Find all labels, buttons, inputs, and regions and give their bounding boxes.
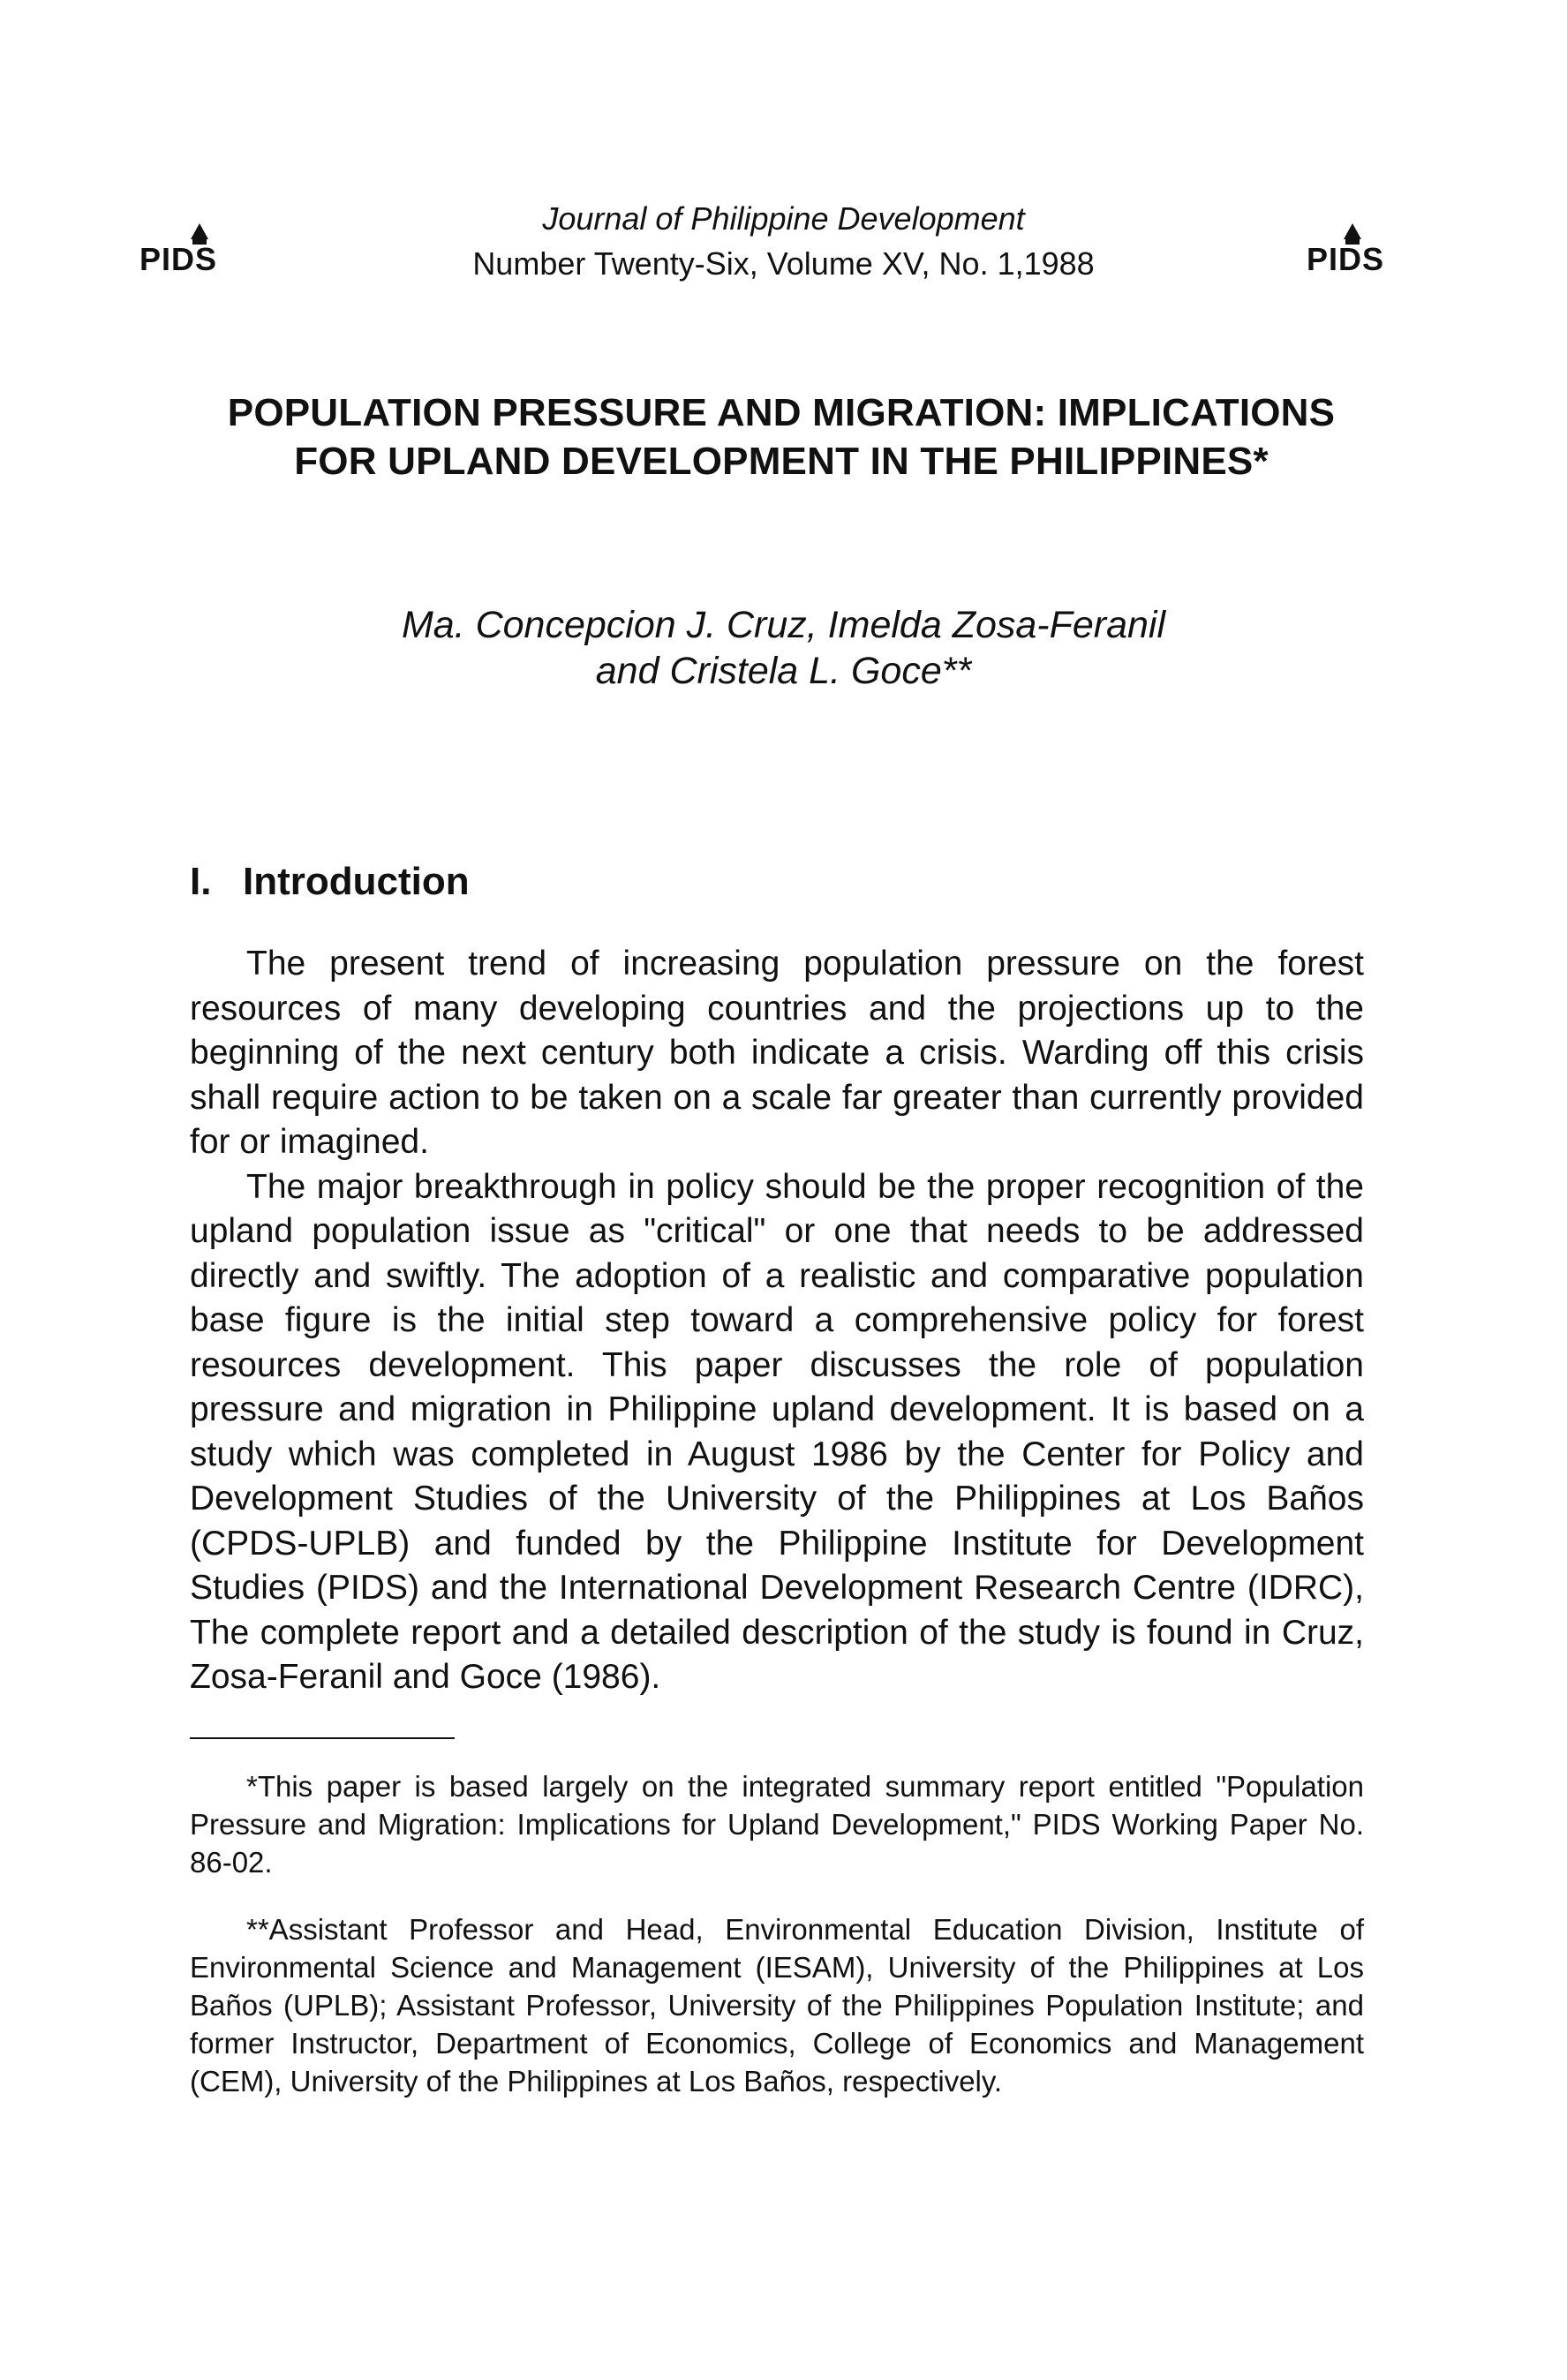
- author-block: [0, 602, 1567, 694]
- article-title: [150, 388, 1413, 486]
- logo-right-text: PIDS: [1307, 241, 1385, 277]
- footnote: **Assistant Professor and Head, Environmental Education Division, Institute of Environmental Science and Management (IESAM), University of the Philippines at Los Baños (UPLB); Assistant Professor, University of the Philippines Population Institute; and former Instructor, Department of Economics, College of Economics and Management (CEM), University of the Philippines at Los Baños, respectively.: [190, 1913, 1364, 2098]
- footnote-divider: [190, 1737, 455, 1739]
- authors-line-2: and Cristela L. Goce**: [595, 650, 972, 692]
- journal-name: Journal of Philippine Development: [542, 200, 1025, 237]
- paragraph: The present trend of increasing population pressure on the forest resources of many developing countries and the projections up to the beginning of the next century both indicate a crisis. Warding off this crisis shall require action to be taken on a scale far greater than currently provided for or imagined.: [190, 945, 1364, 1161]
- section-heading: [190, 858, 470, 906]
- title-line-1: POPULATION PRESSURE AND MIGRATION: IMPLICATIONS: [227, 391, 1336, 434]
- issue-info: Number Twenty-Six, Volume XV, No. 1,1988: [472, 245, 1095, 282]
- section-number: I.: [190, 860, 212, 903]
- body-text: [190, 942, 1364, 1700]
- logo-left-text: PIDS: [139, 241, 218, 277]
- authors-line-1: Ma. Concepcion J. Cruz, Imelda Zosa-Feranil: [401, 604, 1166, 646]
- title-line-2: FOR UPLAND DEVELOPMENT IN THE PHILIPPINES*: [294, 440, 1269, 483]
- paragraph: The major breakthrough in policy should be the proper recognition of the upland population issue as "critical" or one that needs to be addressed directly and swiftly. The adoption of a realistic and comparative population base figure is the initial step toward a comprehensive policy for forest resources development. This paper discusses the role of population pressure and migration in Philippine upland development. It is based on a study which was completed in August 1986 by the Center for Policy and Development Studies of the University of the Philippines at Los Baños (CPDS-UPLB) and funded by the Philippine Institute for Development Studies (PIDS) and the International Development Research Centre (IDRC), The complete report and a detailed description of the study is found in Cruz, Zosa-Feranil and Goce (1986).: [190, 1167, 1364, 1696]
- section-title: Introduction: [243, 860, 470, 903]
- footnotes: [190, 1767, 1364, 2100]
- footnote: *This paper is based largely on the integrated summary report entitled "Population Pressure and Migration: Implications for Upland Development," PIDS Working Paper No. 86-02.: [190, 1770, 1364, 1879]
